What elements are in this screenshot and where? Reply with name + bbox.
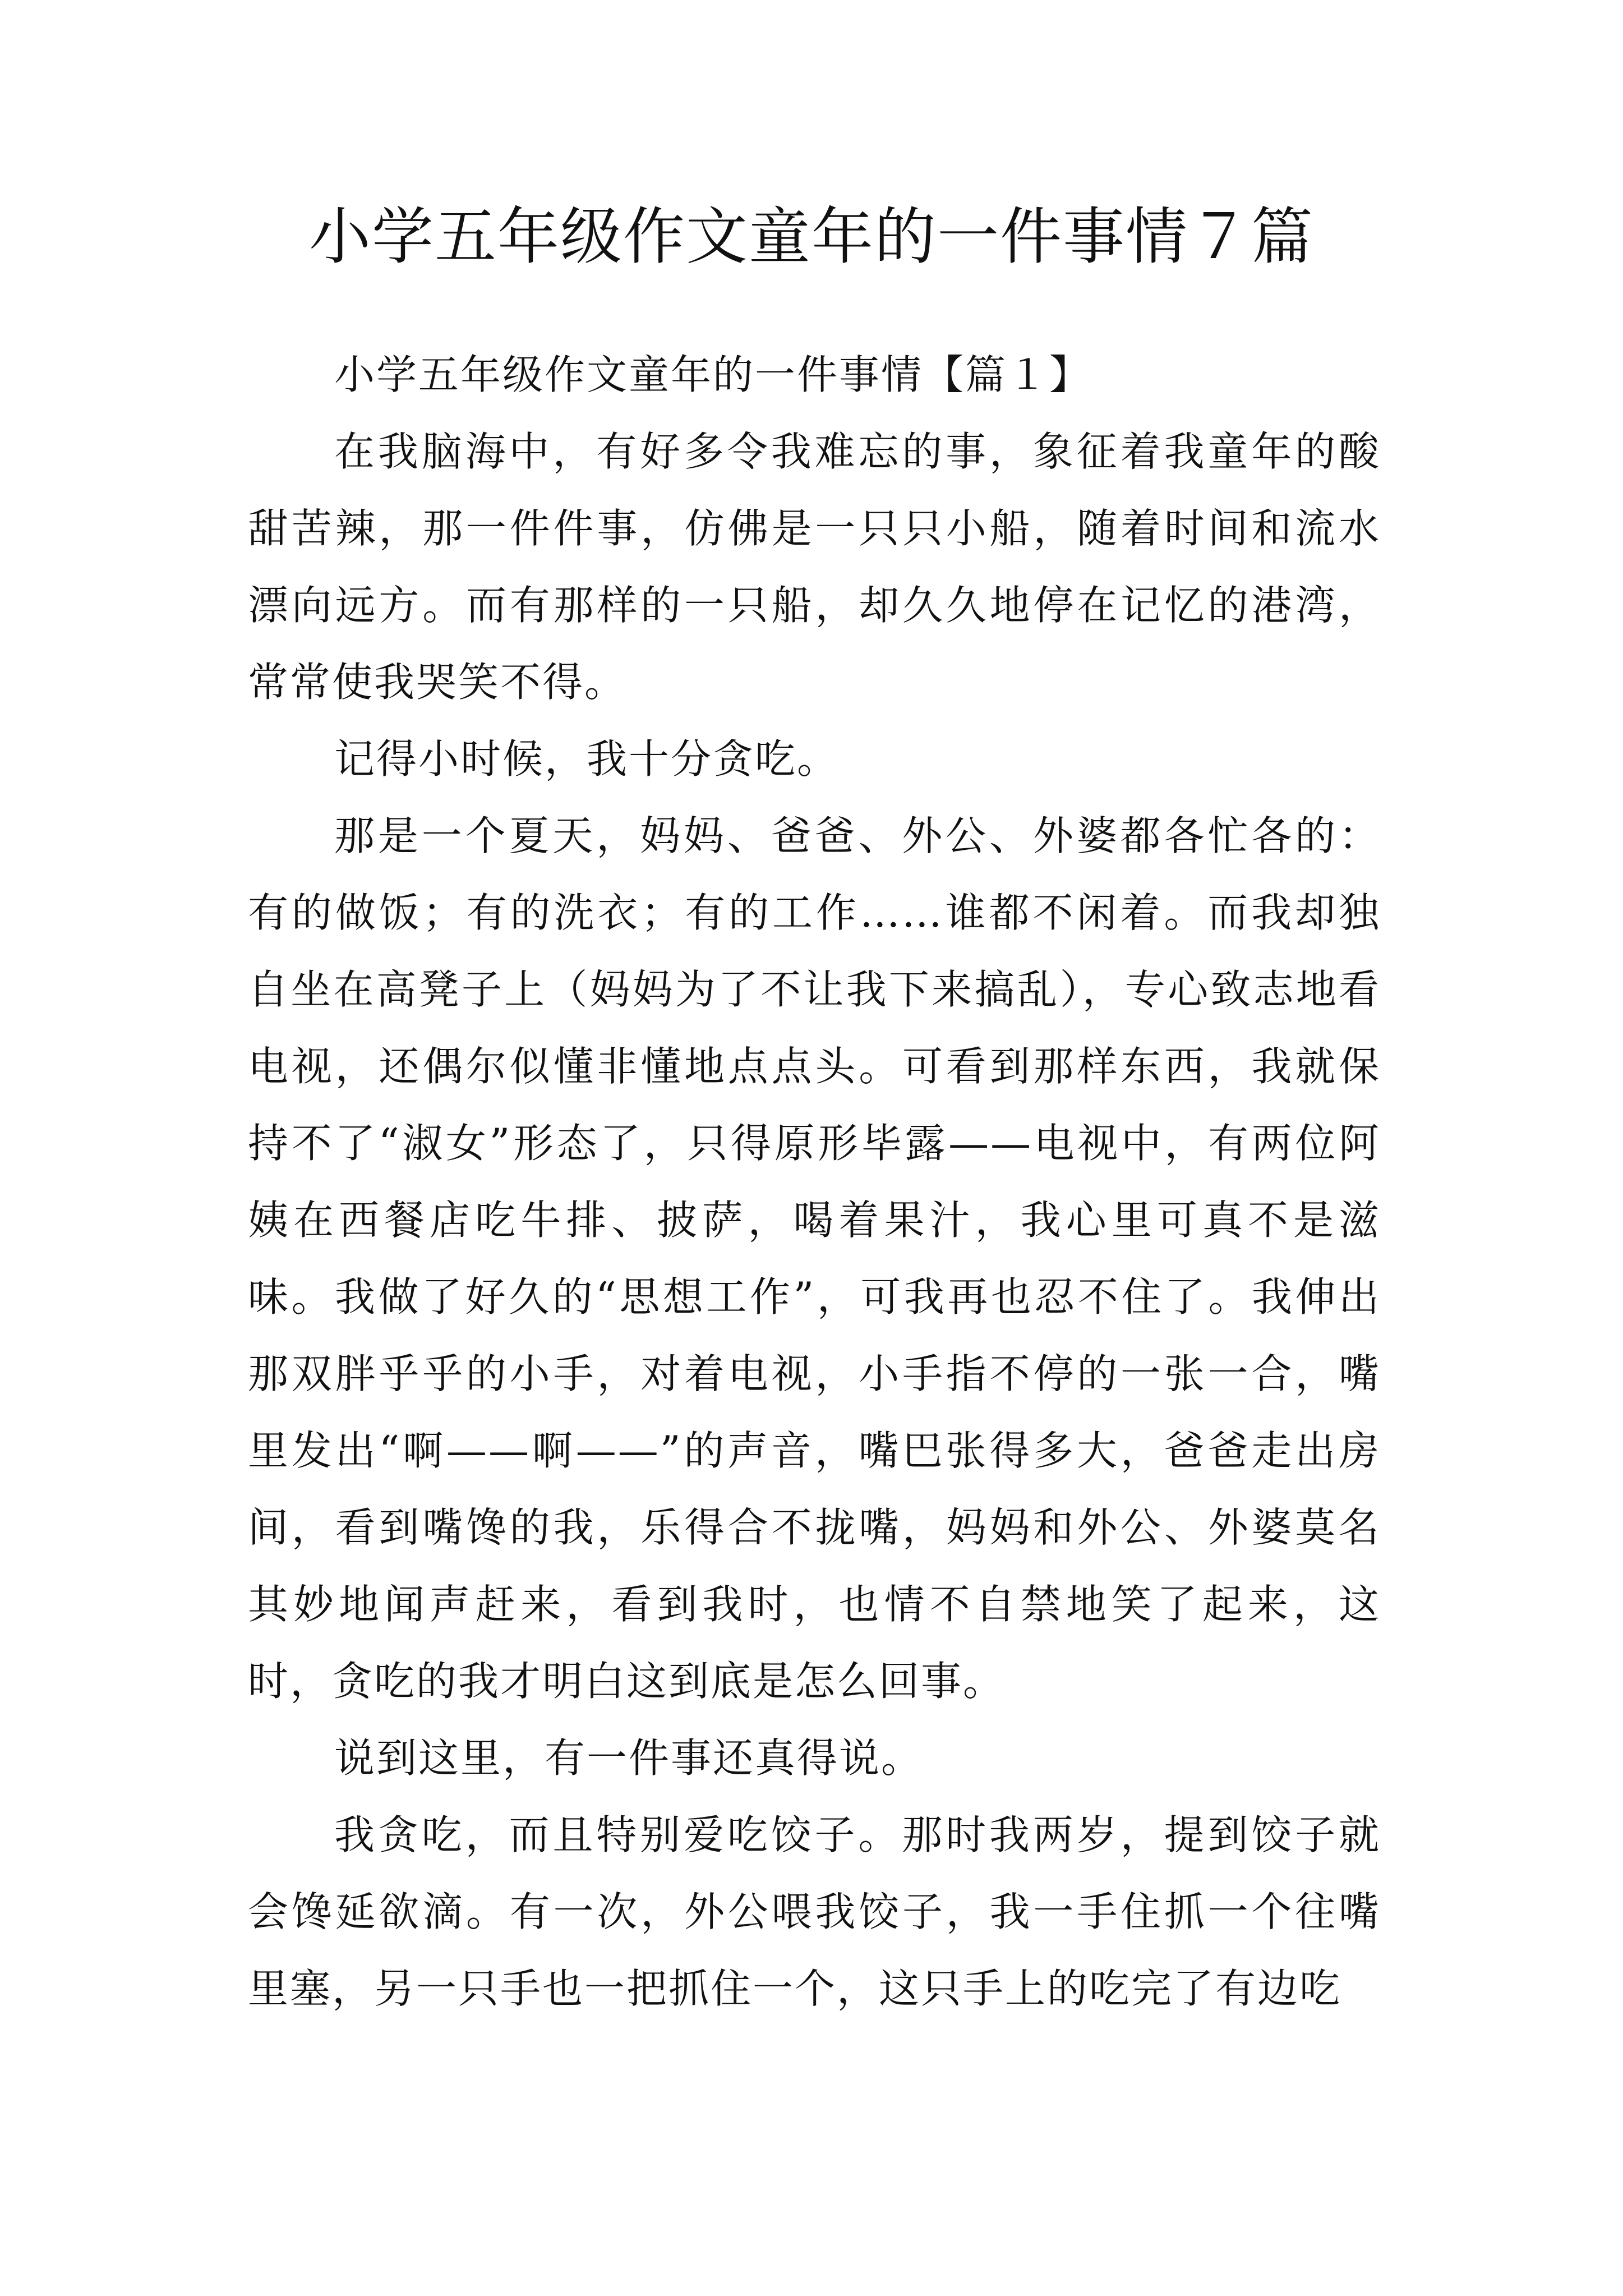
paragraph: 在我脑海中，有好多令我难忘的事，象征着我童年的酸甜苦辣，那一件件事，仿佛是一只只小船，随着时间和流水漂向远方。而有那样的一只船，却久久地停在记忆的港湾，常常使我哭笑不得。 — [248, 428, 1381, 706]
paragraph: 记得小时候，我十分贪吃。 — [334, 735, 840, 783]
paragraph: 我贪吃，而且特别爱吃饺子。那时我两岁，提到饺子就会馋延欲滴。有一次，外公喂我饺子，我一手住抓一个往嘴里塞，另一只手也一把抓住一个，这只手上的吃完了有边吃 — [248, 1811, 1381, 2012]
document-body — [248, 337, 1381, 2027]
paragraph: 那是一个夏天，妈妈、爸爸、外公、外婆都各忙各的：有的做饭；有的洗衣；有的工作……谁都不闲着。而我却独自坐在高凳子上（妈妈为了不让我下来搞乱），专心致志地看电视，还偶尔似懂非懂地点点头。可看到那样东西，我就保持不了“淑女”形态了，只得原形毕露——电视中，有两位阿姨在西餐店吃牛排、披萨，喝着果汁，我心里可真不是滋味。我做了好久的“思想工作”，可我再也忍不住了。我伸出那双胖乎乎的小手，对着电视，小手指不停的一张一合，嘴里发出“啊——啊——”的声音，嘴巴张得多大，爸爸走出房间，看到嘴馋的我，乐得合不拢嘴，妈妈和外公、外婆莫名其妙地闻声赶来，看到我时，也情不自禁地笑了起来，这时，贪吃的我才明白这到底是怎么回事。 — [248, 812, 1381, 1705]
document-title: 小学五年级作文童年的一件事情７篇 — [309, 201, 1314, 273]
section-heading: 小学五年级作文童年的一件事情【篇１】 — [334, 351, 1092, 398]
paragraph: 说到这里，有一件事还真得说。 — [334, 1734, 924, 1782]
